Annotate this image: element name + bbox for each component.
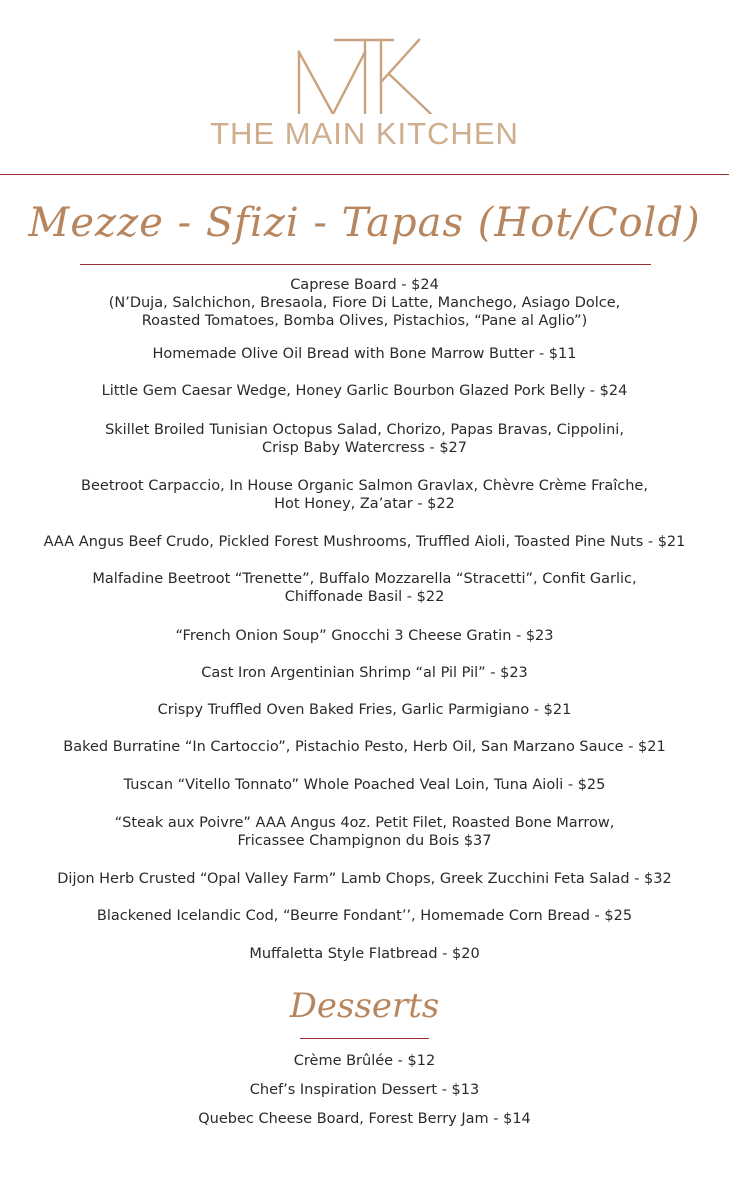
brand-name: THE MAIN KITCHEN <box>210 116 519 151</box>
menu-item <box>10 533 719 551</box>
menu-item <box>10 738 719 756</box>
menu-item <box>10 664 719 682</box>
menu-item <box>10 701 719 719</box>
menu-item-detail: (N’Duja, Salchichon, Bresaola, Fiore Di Latte, Manchego, Asiago Dolce, <box>108 295 621 311</box>
menu-item-detail: Chiffonade Basil - $22 <box>284 589 445 605</box>
header-divider <box>0 174 729 175</box>
section-title-mezze: Mezze - Sfizi - Tapas (Hot/Cold) <box>28 200 701 246</box>
menu-item-name: “French Onion Soup” Gnocchi 3 Cheese Gratin - $23 <box>175 628 554 644</box>
menu-item <box>10 814 719 850</box>
menu-item <box>10 1081 719 1099</box>
menu-item-detail: Crisp Baby Watercress - $27 <box>261 440 468 456</box>
menu-item-name: Baked Burratine “In Cartoccio”, Pistachio Pesto, Herb Oil, San Marzano Sauce - $21 <box>63 739 666 755</box>
menu-item-name: AAA Angus Beef Crudo, Pickled Forest Mushrooms, Truffled Aioli, Toasted Pine Nuts - $21 <box>43 534 686 550</box>
menu-item-name: Beetroot Carpaccio, In House Organic Salmon Gravlax, Chèvre Crème Fraîche, <box>81 478 648 494</box>
menu-item <box>10 276 719 330</box>
menu-item-name: Muffaletta Style Flatbread - $20 <box>249 946 480 962</box>
menu-item <box>10 627 719 645</box>
menu-item-name: Cast Iron Argentinian Shrimp “al Pil Pil” - $23 <box>201 665 528 681</box>
menu-item-name: Crispy Truffled Oven Baked Fries, Garlic Parmigiano - $21 <box>157 702 572 718</box>
menu-item-name: Quebec Cheese Board, Forest Berry Jam - $14 <box>198 1111 531 1127</box>
menu-item-name: Blackened Icelandic Cod, “Beurre Fondant’’, Homemade Corn Bread - $25 <box>96 908 633 924</box>
menu-item-name: Malfadine Beetroot “Trenette”, Buffalo Mozzarella “Stracetti”, Confit Garlic, <box>92 571 637 587</box>
menu-item-name: Caprese Board - $24 <box>290 277 439 293</box>
section-title-desserts: Desserts <box>289 986 440 1026</box>
menu-item-name: Homemade Olive Oil Bread with Bone Marrow Butter - $11 <box>152 346 577 362</box>
menu-item-name: Chef’s Inspiration Dessert - $13 <box>249 1082 480 1098</box>
menu-item <box>10 421 719 457</box>
menu-item-name: “Steak aux Poivre” AAA Angus 4oz. Petit Filet, Roasted Bone Marrow, <box>114 815 615 831</box>
menu-item <box>10 945 719 963</box>
section-divider-desserts <box>300 1038 429 1039</box>
menu-item-name: Skillet Broiled Tunisian Octopus Salad, Chorizo, Papas Bravas, Cippolini, <box>105 422 624 438</box>
menu-item-name: Crème Brûlée - $12 <box>293 1053 436 1069</box>
menu-item <box>10 345 719 363</box>
menu-item <box>10 1052 719 1070</box>
menu-item <box>10 382 719 400</box>
menu-item <box>10 1110 719 1128</box>
menu-item <box>10 870 719 888</box>
menu-item <box>10 776 719 794</box>
menu-item-name: Little Gem Caesar Wedge, Honey Garlic Bourbon Glazed Pork Belly - $24 <box>101 383 628 399</box>
section-divider-mezze <box>80 264 651 265</box>
menu-item <box>10 477 719 513</box>
menu-item-detail: Roasted Tomatoes, Bomba Olives, Pistachios, “Pane al Aglio”) <box>141 313 588 329</box>
menu-item <box>10 570 719 606</box>
menu-item-name: Dijon Herb Crusted “Opal Valley Farm” Lamb Chops, Greek Zucchini Feta Salad - $32 <box>57 871 672 887</box>
menu-item-detail: Fricassee Champignon du Bois $37 <box>237 833 492 849</box>
menu-item-detail: Hot Honey, Za’atar - $22 <box>274 496 455 512</box>
menu-item-name: Tuscan “Vitello Tonnato” Whole Poached Veal Loin, Tuna Aioli - $25 <box>123 777 606 793</box>
menu-item <box>10 907 719 925</box>
mtk-logo-mark <box>285 38 445 114</box>
